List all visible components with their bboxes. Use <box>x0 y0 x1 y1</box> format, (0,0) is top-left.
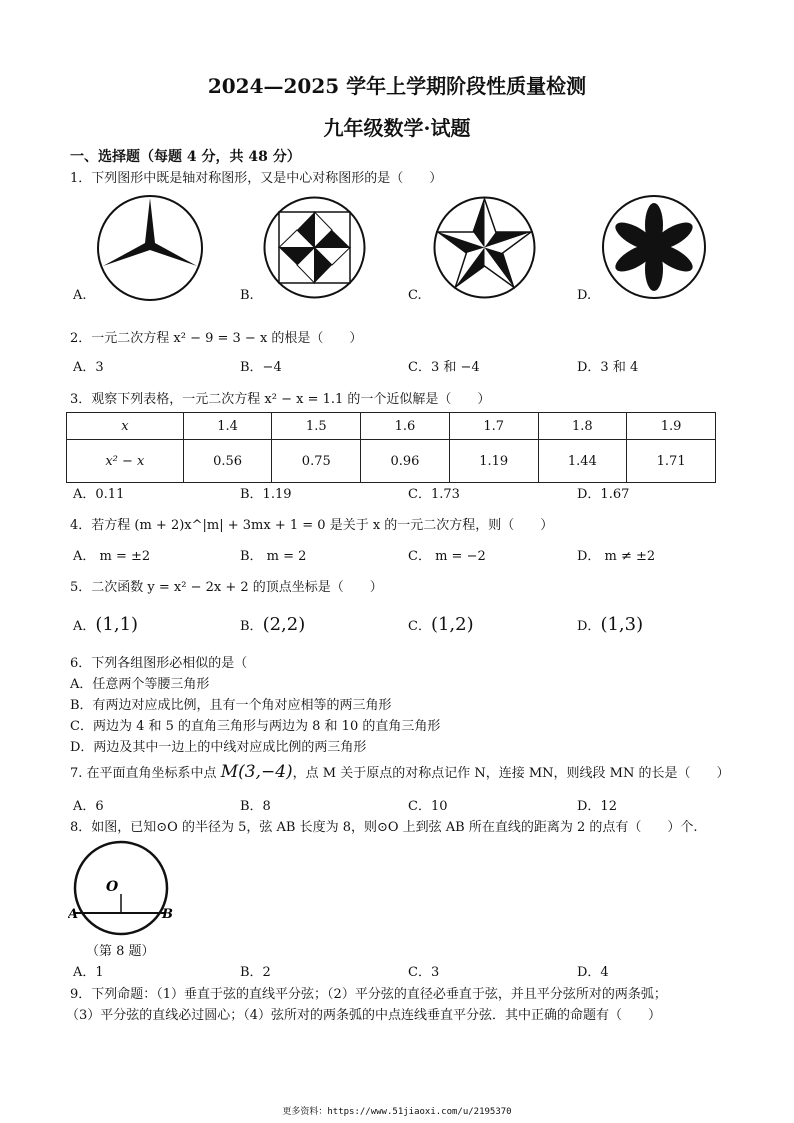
exam-title: 2024—2025 学年上学期阶段性质量检测 <box>207 74 587 98</box>
q8-circle-figure <box>68 836 180 946</box>
q8-option-a: A．1 <box>73 965 104 980</box>
q4-option-c: C． m = −2 <box>408 549 486 564</box>
table-cell: 1.7 <box>449 413 538 440</box>
option-letter: D． <box>577 619 601 634</box>
q8-option-d: D．4 <box>577 965 609 980</box>
q5-option-d <box>577 614 643 635</box>
q7-option-c: C．10 <box>408 799 448 814</box>
option-value: (2,2) <box>262 614 306 635</box>
question-7-stem <box>70 762 730 782</box>
option-value: (1,2) <box>430 614 474 635</box>
q2-option-b: B．−4 <box>240 360 282 375</box>
table-cell: 1.71 <box>627 440 716 483</box>
question-6-stem: 6．下列各组图形必相似的是（ <box>70 656 248 671</box>
table-cell: 0.96 <box>361 440 450 483</box>
q1-option-a: A. <box>73 288 87 303</box>
q3-option-a: A．0.11 <box>73 487 125 502</box>
table-cell: 1.19 <box>449 440 538 483</box>
q3-option-d: D．1.67 <box>577 487 630 502</box>
q6-option-b: B．有两边对应成比例，且有一个角对应相等的两三角形 <box>70 698 392 713</box>
q2-option-d: D．3 和 4 <box>577 360 639 375</box>
q5-option-c <box>408 614 474 635</box>
q1-figure-d <box>600 193 708 301</box>
question-2-stem: 2．一元二次方程 x² − 9 = 3 − x 的根是（ ） <box>70 331 363 346</box>
option-value: (1,3) <box>600 614 644 635</box>
q8-option-c: C．3 <box>408 965 440 980</box>
q7-stem-part1: 7. 在平面直角坐标系中点 <box>70 766 217 781</box>
table-cell: 1.5 <box>272 413 361 440</box>
section-heading: 一、选择题（每题 4 分，共 48 分） <box>70 149 301 165</box>
question-9-line2: （3）平分弦的直线必过圆心；（4）弦所对的两条弧的中点连线垂直平分弦．其中正确的命题有（ ） <box>66 1008 662 1023</box>
table-cell: x² − x <box>67 440 184 483</box>
q3-value-table <box>66 412 716 483</box>
q7-option-d: D．12 <box>577 799 617 814</box>
option-letter: C． <box>408 619 431 634</box>
q6-option-c: C．两边为 4 和 5 的直角三角形与两边为 8 和 10 的直角三角形 <box>70 719 441 734</box>
q4-option-d: D． m ≠ ±2 <box>577 549 656 564</box>
table-cell: x <box>67 413 184 440</box>
exam-subtitle: 九年级数学·试题 <box>323 116 471 140</box>
option-letter: A． <box>73 619 96 634</box>
table-row <box>67 440 716 483</box>
q1-figure-b <box>262 195 367 300</box>
table-cell: 1.8 <box>538 413 627 440</box>
q1-figure-a <box>95 193 205 303</box>
question-1-stem: 1．下列图形中既是轴对称图形，又是中心对称图形的是（ ） <box>70 171 443 186</box>
q5-option-b <box>240 614 305 635</box>
option-letter: B． <box>240 619 263 634</box>
q1-option-c: C. <box>408 288 422 303</box>
option-value: (1,1) <box>95 614 139 635</box>
q6-option-d: D．两边及其中一边上的中线对应成比例的两三角形 <box>70 740 367 755</box>
table-cell: 1.9 <box>627 413 716 440</box>
q2-option-a: A．3 <box>73 360 104 375</box>
q2-option-c: C．3 和 −4 <box>408 360 480 375</box>
q7-stem-part2: ，点 M 关于原点的对称点记作 N，连接 MN，则线段 MN 的长是（ ） <box>292 766 730 781</box>
q7-option-a: A．6 <box>73 799 104 814</box>
q3-option-b: B．1.19 <box>240 487 292 502</box>
footer-link[interactable]: 更多资料：https://www.51jiaoxi.com/u/2195370 <box>282 1107 512 1117</box>
q1-option-b: B. <box>240 288 254 303</box>
question-9-line1: 9．下列命题：（1）垂直于弦的直线平分弦；（2）平分弦的直径必垂直于弦，并且平分弦所对的两条弧； <box>70 987 667 1002</box>
q1-option-d: D. <box>577 288 592 303</box>
q5-option-a <box>73 614 138 635</box>
q1-figure-c <box>432 195 537 300</box>
question-3-stem: 3．观察下列表格，一元二次方程 x² − x = 1.1 的一个近似解是（ ） <box>70 392 491 407</box>
q8-label-a: A <box>68 907 79 922</box>
table-cell: 1.6 <box>361 413 450 440</box>
question-4-stem: 4．若方程 (m + 2)x^|m| + 3mx + 1 = 0 是关于 x 的一元二次方程，则（ ） <box>70 518 554 533</box>
table-cell: 1.44 <box>538 440 627 483</box>
q8-label-b: B <box>162 907 173 922</box>
q7-option-b: B．8 <box>240 799 271 814</box>
q6-option-a: A．任意两个等腰三角形 <box>70 677 210 692</box>
question-8-stem: 8．如图，已知⊙O 的半径为 5，弦 AB 长度为 8，则⊙O 上到弦 AB 所在直线的距离为 2 的点有（ ）个. <box>70 820 698 835</box>
q4-option-b: B． m = 2 <box>240 549 307 564</box>
table-row <box>67 413 716 440</box>
table-cell: 0.75 <box>272 440 361 483</box>
table-cell: 1.4 <box>183 413 272 440</box>
q7-point: M(3,−4) <box>220 762 293 782</box>
q4-option-a: A． m = ±2 <box>73 549 151 564</box>
q3-option-c: C．1.73 <box>408 487 460 502</box>
q8-label-o: O <box>106 879 119 895</box>
table-cell: 0.56 <box>183 440 272 483</box>
q8-option-b: B．2 <box>240 965 271 980</box>
question-5-stem: 5．二次函数 y = x² − 2x + 2 的顶点坐标是（ ） <box>70 580 383 595</box>
q8-figure-caption: （第 8 题） <box>86 944 155 959</box>
